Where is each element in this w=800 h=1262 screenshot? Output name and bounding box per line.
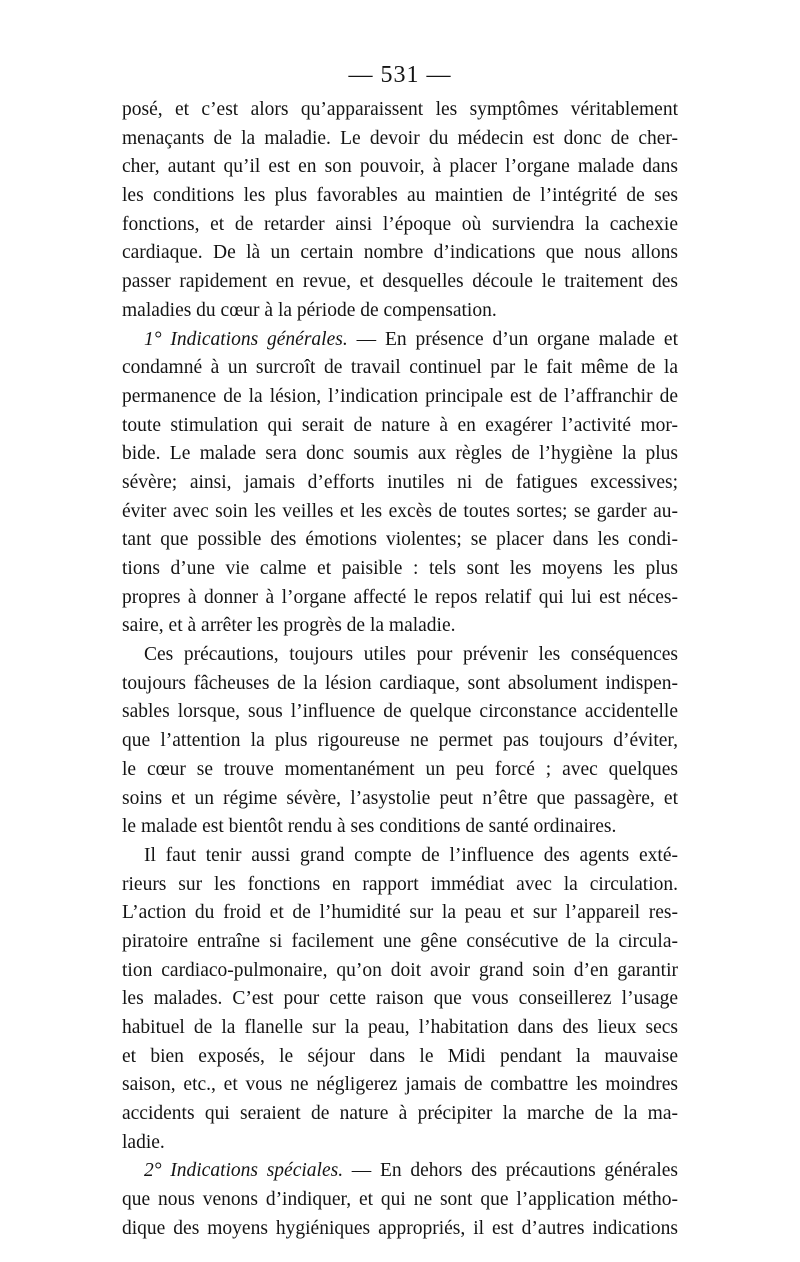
text-line: piratoire entraîne si facilement une gêne consécutive de la circula- [122,930,678,952]
text-line: maladies du cœur à la période de compensation. [122,299,497,321]
text-line: saison, etc., et vous ne négligerez jamais de combattre les moindres [122,1074,678,1096]
text-line: soins et un régime sévère, l’asystolie peut n’être que passagère, et [122,787,678,809]
text-line: permanence de la lésion, l’indication principale est de l’affranchir de [122,385,678,407]
text-line: Il faut tenir aussi grand compte de l’influence des agents exté- [144,844,678,866]
text-line [122,1157,678,1186]
text-line: éviter avec soin les veilles et les excès de toutes sortes; se garder au- [122,500,678,522]
book-page [122,58,678,1244]
text-line: tions d’une vie calme et paisible : tels sont les moyens les plus [122,558,678,579]
text-line: le cœur se trouve momentanément un peu forcé ; avec quelques [122,758,678,780]
text-line: L’action du froid et de l’humidité sur la peau et sur l’appareil res- [122,902,678,924]
paragraph-1 [122,96,678,326]
text-line: sévère; ainsi, jamais d’efforts inutiles ni de fatigues excessives; [122,471,678,493]
section-heading-special-indications: 2° Indications spéciales. [144,1160,344,1182]
text-line: les conditions les plus favorables au maintien de l’intégrité de ses [122,185,678,207]
text-line [122,326,678,355]
paragraph-5 [122,1157,678,1243]
paragraph-4 [122,842,678,1158]
text-fragment: — En présence d’un organe malade et [347,328,678,350]
paragraph-3 [122,641,678,842]
text-line: toute stimulation qui serait de nature à en exagérer l’activité mor- [122,414,678,436]
text-line: menaçants de la maladie. Le devoir du médecin est donc de cher- [122,127,678,149]
page-number: — 531 — [348,62,452,88]
text-line: saire, et à arrêter les progrès de la maladie. [122,615,456,637]
section-heading-general-indications: 1° Indications générales. [144,328,348,350]
text-line: et bien exposés, le séjour dans le Midi pendant la mauvaise [122,1045,678,1067]
text-line: bide. Le malade sera donc soumis aux règles de l’hygiène la plus [122,443,678,465]
text-fragment: — En dehors des précautions générales [343,1160,678,1182]
text-line: que nous venons d’indiquer, et qui ne sont que l’application métho- [122,1189,678,1211]
text-line: tion cardiaco-pulmonaire, qu’on doit avoir grand soin d’en garantir [122,959,678,981]
text-line: toujours fâcheuses de la lésion cardiaque, sont absolument indispen- [122,672,678,694]
text-line: rieurs sur les fonctions en rapport immédiat avec la circulation. [122,873,678,895]
text-line: tant que possible des émotions violentes; se placer dans les condi- [122,529,678,551]
text-line: dique des moyens hygiéniques appropriés, il est d’autres indications [122,1217,678,1239]
text-line: posé, et c’est alors qu’apparaissent les symptômes véritablement [122,99,678,120]
paragraph-2 [122,326,678,642]
text-line: accidents qui seraient de nature à précipiter la marche de la ma- [122,1103,678,1125]
text-line: le malade est bientôt rendu à ses conditions de santé ordinaires. [122,816,617,838]
text-line: passer rapidement en revue, et desquelles découle le traitement des [122,271,678,293]
text-line: condamné à un surcroît de travail continuel par le fait même de la [122,357,678,379]
text-line: que l’attention la plus rigoureuse ne permet pas toujours d’éviter, [122,730,678,752]
text-line: habituel de la flanelle sur la peau, l’habitation dans des lieux secs [122,1017,678,1038]
text-line: propres à donner à l’organe affecté le repos relatif qui lui est néces- [122,586,678,608]
text-line: fonctions, et de retarder ainsi l’époque où surviendra la cachexie [122,213,678,235]
text-line: cardiaque. De là un certain nombre d’indications que nous allons [122,242,678,264]
text-line: ladie. [122,1131,165,1153]
text-line: les malades. C’est pour cette raison que vous conseillerez l’usage [122,988,678,1010]
text-line: sables lorsque, sous l’influence de quelque circonstance accidentelle [122,701,678,723]
text-line: Ces précautions, toujours utiles pour prévenir les conséquences [144,644,678,666]
text-line: cher, autant qu’il est en son pouvoir, à placer l’organe malade dans [122,156,678,178]
